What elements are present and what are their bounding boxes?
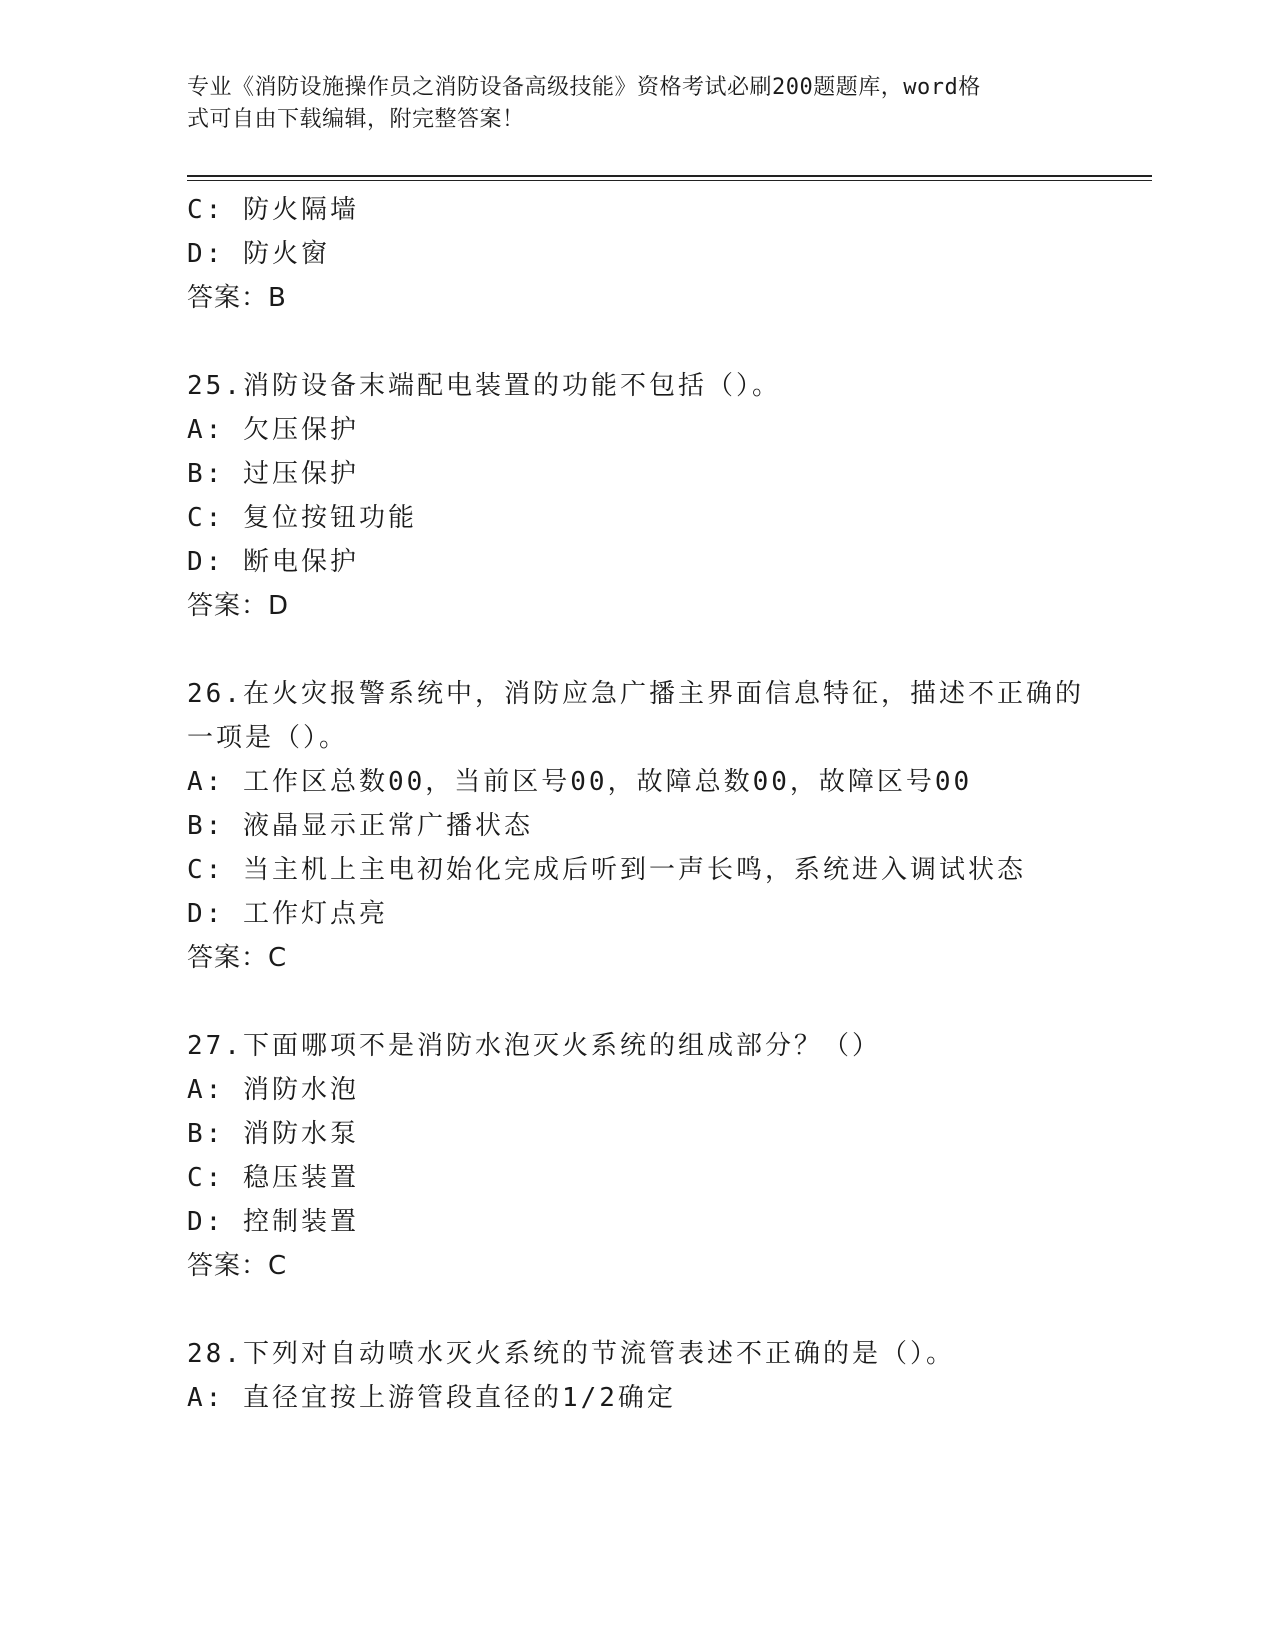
q25-option-c: C: 复位按钮功能	[187, 503, 417, 533]
q25-option-b: B: 过压保护	[187, 459, 359, 489]
q26-option-d: D: 工作灯点亮	[187, 899, 388, 929]
header-rule-thin	[187, 180, 1152, 181]
header-line-1: 专业《消防设施操作员之消防设备高级技能》资格考试必刷200题题库，word格	[187, 75, 981, 100]
q26-option-b: B: 液晶显示正常广播状态	[187, 811, 533, 841]
q27-option-b: B: 消防水泵	[187, 1119, 359, 1149]
question-26-cont: 一项是（）。	[187, 723, 349, 753]
question-25: 25.消防设备末端配电装置的功能不包括（）。	[187, 371, 781, 401]
answer-25: 答案：D	[187, 591, 290, 621]
answer-26: 答案：C	[187, 943, 288, 973]
q25-option-d: D: 断电保护	[187, 547, 359, 577]
header-line-2: 式可自由下载编辑，附完整答案！	[187, 107, 525, 132]
q27-option-a: A: 消防水泡	[187, 1075, 359, 1105]
question-27: 27.下面哪项不是消防水泡灭火系统的组成部分？（）	[187, 1031, 881, 1061]
q26-option-a: A: 工作区总数00，当前区号00，故障总数00，故障区号00	[187, 767, 973, 797]
option-c: C: 防火隔墙	[187, 195, 359, 225]
q28-option-a: A: 直径宜按上游管段直径的1/2确定	[187, 1383, 676, 1413]
q27-option-c: C: 稳压装置	[187, 1163, 359, 1193]
option-d: D: 防火窗	[187, 239, 330, 269]
answer-24: 答案：B	[187, 283, 287, 313]
question-26: 26.在火灾报警系统中，消防应急广播主界面信息特征，描述不正确的	[187, 679, 1084, 709]
answer-27: 答案：C	[187, 1251, 288, 1281]
question-28: 28.下列对自动喷水灭火系统的节流管表述不正确的是（）。	[187, 1339, 955, 1369]
document-header	[187, 72, 1087, 136]
q26-option-c: C: 当主机上主电初始化完成后听到一声长鸣，系统进入调试状态	[187, 855, 1026, 885]
header-rule-thick	[187, 175, 1152, 177]
q25-option-a: A: 欠压保护	[187, 415, 359, 445]
q27-option-d: D: 控制装置	[187, 1207, 359, 1237]
